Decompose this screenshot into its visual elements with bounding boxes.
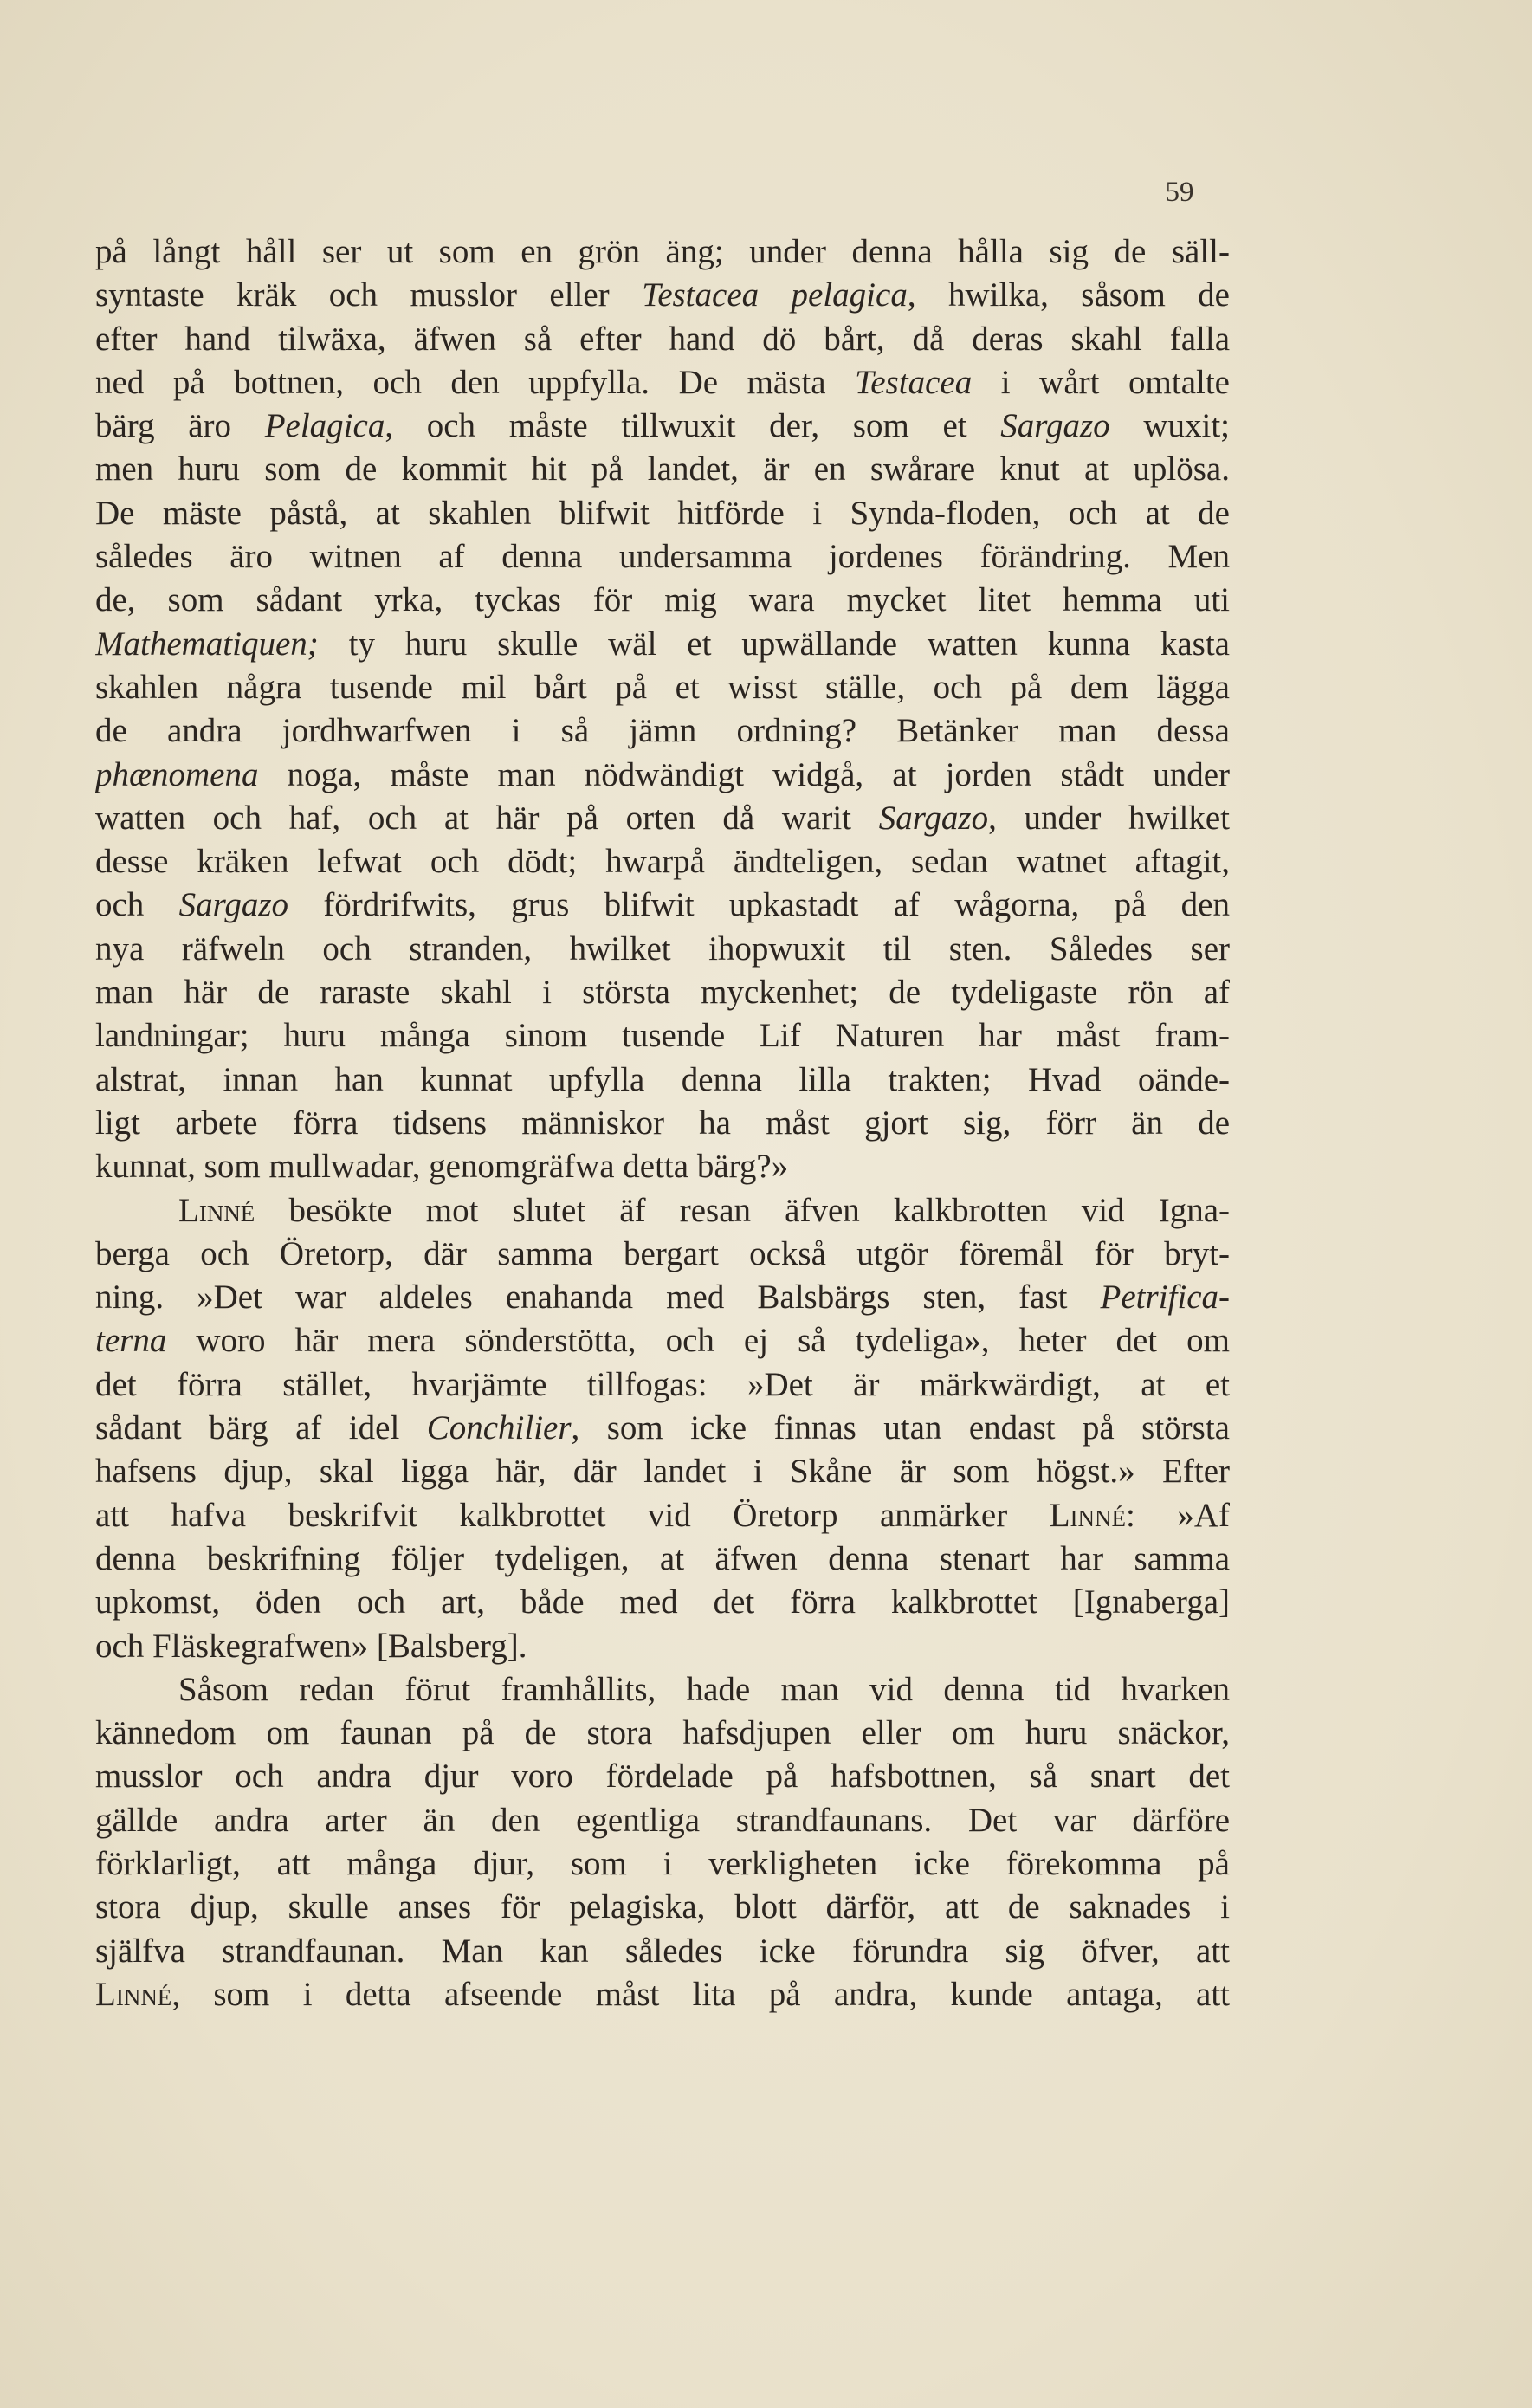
text-line	[95, 1276, 1230, 1319]
text-line	[95, 1319, 1230, 1363]
text-segment: man här de raraste skahl i största myckenhet; de tydeligaste rön af	[95, 974, 1230, 1012]
text-line	[95, 361, 1230, 405]
text-line	[95, 1189, 1230, 1233]
text-segment: syntaste kräk och musslor eller	[95, 276, 643, 314]
text-segment: hafsens djup, skal ligga här, där landet i Skåne är som högst.» Efter	[95, 1453, 1230, 1491]
text-line	[95, 1842, 1230, 1886]
text-segment: berga och Öretorp, där samma bergart också utgör föremål för bryt-	[95, 1234, 1230, 1272]
text-line	[95, 840, 1230, 884]
text-segment: ligt arbete förra tidsens människor ha måst gjort sig, förr än de	[95, 1104, 1230, 1142]
text-segment: alstrat, innan han kunnat upfylla denna lilla trakten; Hvad oände-	[95, 1060, 1230, 1098]
text-line	[95, 405, 1230, 448]
small-caps-name: Linné	[95, 1975, 172, 2013]
text-line	[95, 884, 1230, 927]
italic-text: Pelagica	[264, 407, 385, 445]
text-segment: De mäste påstå, at skahlen blifwit hitförde i Synda-floden, och at de	[95, 494, 1230, 532]
text-segment: efter hand tilwäxa, äfwen så efter hand dö bårt, då deras skahl falla	[95, 320, 1230, 358]
italic-text: Petrifica-	[1100, 1278, 1230, 1317]
text-line	[95, 928, 1230, 971]
text-line	[95, 1058, 1230, 1102]
text-segment: Såsom redan förut framhållits, hade man vid denna tid hvarken	[178, 1670, 1230, 1708]
italic-text: Sargazo	[178, 886, 289, 924]
text-line	[95, 579, 1230, 622]
text-line	[95, 1450, 1230, 1493]
text-segment: besökte mot slutet äf resan äfven kalkbrotten vid Igna-	[255, 1191, 1230, 1229]
text-segment: noga, måste man nödwändigt widgå, at jorden stådt under	[258, 755, 1230, 793]
text-segment: således äro witnen af denna undersamma jordenes förändring. Men	[95, 538, 1230, 576]
italic-text: Sargazo	[1000, 407, 1110, 445]
small-caps-name: Linné	[178, 1191, 255, 1229]
text-line	[95, 971, 1230, 1014]
text-segment: på långt håll ser ut som en grön äng; under denna hålla sig de säll-	[95, 233, 1230, 270]
text-segment: sådant bärg af idel	[95, 1409, 427, 1447]
text-segment: desse kräken lefwat och dödt; hwarpå ändteligen, sedan watnet aftagit,	[95, 843, 1230, 881]
page-number: 59	[1165, 177, 1194, 208]
text-line	[95, 448, 1230, 491]
body-text	[95, 230, 1230, 2016]
text-line	[95, 1407, 1230, 1450]
text-segment: watten och haf, och at här på orten då warit	[95, 799, 879, 837]
text-segment: musslor och andra djur voro fördelade på hafsbottnen, så snart det	[95, 1757, 1230, 1796]
text-segment: själfva strandfaunan. Man kan således icke förundra sig öfver, att	[95, 1932, 1230, 1970]
text-line	[95, 1494, 1230, 1537]
italic-text: Testacea	[855, 363, 973, 401]
text-segment: men huru som de kommit hit på landet, är en swårare knut at uplösa.	[95, 450, 1230, 489]
text-line	[95, 1799, 1230, 1842]
italic-text: phænomena	[95, 755, 259, 793]
italic-text: Conchilier	[426, 1409, 572, 1447]
text-line	[95, 623, 1230, 666]
text-segment: upkomst, öden och art, både med det förra kalkbrottet [Ignaberga]	[95, 1583, 1230, 1622]
text-segment: , hwilka, såsom de	[907, 276, 1230, 314]
text-segment: och	[95, 886, 179, 924]
small-caps-name: Linné	[1049, 1496, 1127, 1534]
italic-text: Sargazo	[878, 799, 989, 837]
text-segment: kunnat, som mullwadar, genomgräfwa detta bärg?»	[95, 1148, 789, 1186]
text-segment: , som i detta afseende måst lita på andra, kunde antaga, att	[171, 1975, 1230, 2013]
text-segment: ning. »Det war aldeles enahanda med Balsbärgs sten, fast	[95, 1278, 1101, 1317]
text-line	[95, 1363, 1230, 1407]
text-segment: att hafva beskrifvit kalkbrottet vid Öretorp anmärker	[95, 1496, 1050, 1534]
text-line	[95, 797, 1230, 840]
text-line	[95, 274, 1230, 317]
text-segment: landningar; huru många sinom tusende Lif Naturen har måst fram-	[95, 1017, 1230, 1055]
italic-text: terna	[95, 1322, 167, 1360]
text-segment: ned på bottnen, och den uppfylla. De mästa	[95, 363, 856, 401]
text-segment: kännedom om faunan på de stora hafsdjupen eller om huru snäckor,	[95, 1714, 1230, 1752]
text-line	[95, 1537, 1230, 1581]
text-line	[95, 709, 1230, 753]
text-segment: fördrifwits, grus blifwit upkastadt af wågorna, på den	[288, 886, 1230, 924]
text-line	[95, 535, 1230, 579]
text-segment: woro här mera sönderstötta, och ej så tydeliga», heter det om	[166, 1322, 1230, 1360]
text-segment: gällde andra arter än den egentliga strandfaunans. Det var därföre	[95, 1801, 1230, 1839]
text-segment: ty huru skulle wäl et upwällande watten kunna kasta	[318, 625, 1230, 663]
text-line	[95, 1712, 1230, 1755]
text-segment: , som icke finnas utan endast på största	[571, 1409, 1230, 1447]
text-line	[95, 1886, 1230, 1929]
text-line	[95, 666, 1230, 709]
text-line	[95, 1755, 1230, 1798]
text-line	[95, 1233, 1230, 1276]
text-line	[95, 1668, 1230, 1712]
text-line	[95, 1625, 1230, 1668]
text-segment: : »Af	[1126, 1496, 1230, 1534]
text-line	[95, 1930, 1230, 1973]
text-segment: det förra stället, hvarjämte tillfogas: »Det är märkwärdigt, at et	[95, 1365, 1230, 1403]
text-segment: de, som sådant yrka, tyckas för mig wara mycket litet hemma uti	[95, 581, 1230, 619]
text-segment: denna beskrifning följer tydeligen, at äfwen denna stenart har samma	[95, 1539, 1230, 1577]
text-segment: förklarligt, att många djur, som i verkligheten icke förekomma på	[95, 1844, 1230, 1882]
text-segment: wuxit;	[1109, 407, 1230, 445]
text-line	[95, 1102, 1230, 1145]
text-line	[95, 318, 1230, 361]
text-segment: stora djup, skulle anses för pelagiska, blott därför, att de saknades i	[95, 1888, 1230, 1926]
text-segment: de andra jordhwarfwen i så jämn ordning? Betänker man dessa	[95, 712, 1230, 750]
text-segment: bärg äro	[95, 407, 265, 445]
text-segment: skahlen några tusende mil bårt på et wisst ställe, och på dem lägga	[95, 668, 1230, 706]
italic-text: Testacea pelagica	[642, 276, 908, 314]
italic-text: Mathematiquen;	[95, 625, 319, 663]
text-line	[95, 492, 1230, 535]
text-line	[95, 1014, 1230, 1058]
text-segment: i wårt omtalte	[972, 363, 1230, 401]
text-line	[95, 1973, 1230, 2016]
text-line	[95, 754, 1230, 797]
text-segment: och Fläskegrafwen» [Balsberg].	[95, 1627, 527, 1665]
text-segment: nya räfweln och stranden, hwilket ihopwuxit til sten. Således ser	[95, 929, 1230, 968]
text-segment: , och måste tillwuxit der, som et	[385, 407, 1001, 445]
text-segment: , under hwilket	[988, 799, 1230, 837]
text-line	[95, 230, 1230, 274]
text-line	[95, 1581, 1230, 1624]
text-line	[95, 1145, 1230, 1188]
